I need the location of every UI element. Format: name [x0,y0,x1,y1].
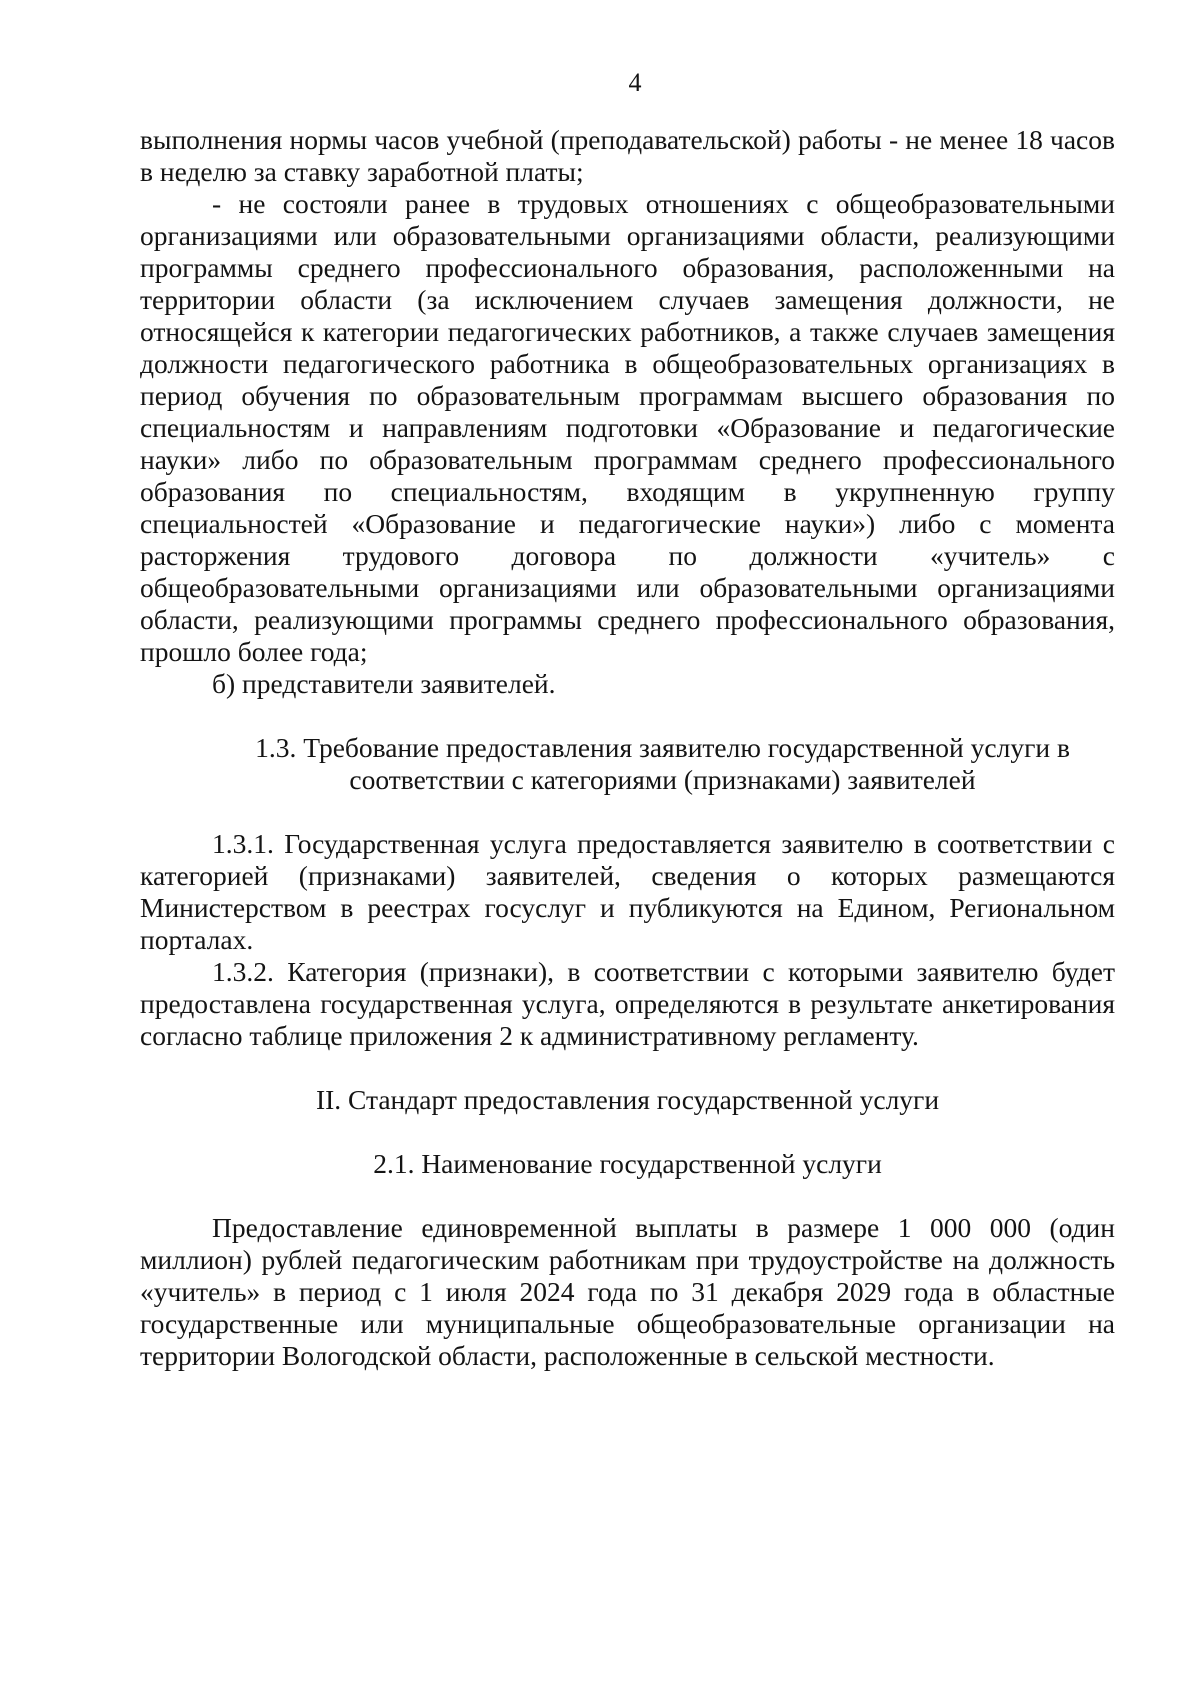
paragraph-service-name: Предоставление единовременной выплаты в размере 1 000 000 (один миллион) рублей педагогическим работникам при трудоустройстве на должность «учитель» в период с 1 июля 2024 года по 31 декабря 2029 года в областные государственные или муниципальные общеобразовательные организации на территории Вологодской области, расположенные в сельской местности. [140,1212,1115,1371]
paragraph-employment-condition: - не состояли ранее в трудовых отношениях с общеобразовательными организациями или образовательными организациями области, реализующими программы среднего профессионального образования, расположенными на территории области (за исключением случаев замещения должности, не относящейся к категории педагогических работников, а также случаев замещения должности педагогического работника в общеобразовательных организациях в период обучения по образовательным программам высшего образования по специальностям и направлениям подготовки «Образование и педагогические науки» либо по образовательным программам среднего профессионального образования по специальностям, входящим в укрупненную группу специальностей «Образование и педагогические науки») либо с момента расторжения трудового договора по должности «учитель» с общеобразовательными организациями или образовательными организациями области, реализующими программы среднего профессионального образования, прошло более года; [140,188,1115,667]
paragraph-continuation: выполнения нормы часов учебной (преподавательской) работы - не менее 18 часов в неделю за ставку заработной платы; [140,124,1115,187]
paragraph-1-3-1: 1.3.1. Государственная услуга предоставляется заявителю в соответствии с категорией (признаками) заявителей, сведения о которых размещаются Министерством в реестрах госуслуг и публикуются на Едином, Региональном порталах. [140,828,1115,955]
paragraph-1-3-2: 1.3.2. Категория (признаки), в соответствии с которыми заявителю будет предоставлена государственная услуга, определяются в результате анкетирования согласно таблице приложения 2 к административному регламенту. [140,956,1115,1051]
document-body [140,124,1115,1372]
paragraph-representatives: б) представители заявителей. [212,668,556,699]
page-number: 4 [628,68,642,97]
section-heading-1-3: 1.3. Требование предоставления заявителю государственной услуги в соответствии с категориями (признаками) заявителей [255,732,1070,795]
section-heading-2-1: 2.1. Наименование государственной услуги [373,1148,882,1179]
chapter-heading-ii: II. Стандарт предоставления государственной услуги [315,1084,940,1115]
